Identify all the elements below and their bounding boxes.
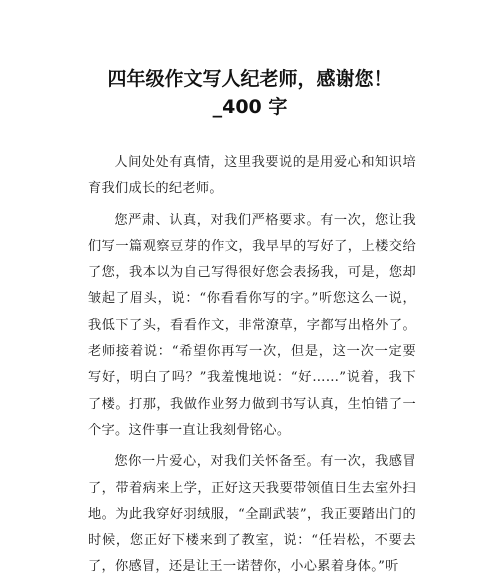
- paragraph-strict-teacher: 您严肃、认真，对我们严格要求。有一次，您让我们写一篇观察豆芽的作文，我早早的写好了，上楼交给了您，我本以为自己写得很好您会表扬我，可是，您却皱起了眉头，说：“你看看你写的字。”听您这么一说，我低下了头，看看作文，非常潦草，字都写出格外了。老师接着说：“希望你再写一次，但是，这一次一定要写好，明白了吗？”我羞愧地说：“好……”说着，我下了楼。打那，我做作业努力做到书写认真，生怕错了一个字。这件事一直让我刻骨铭心。: [88, 212, 416, 438]
- paragraph-caring-teacher: 您你一片爱心，对我们关怀备至。有一次，我感冒了，带着病来上学，正好这天我要带领值日生去室外扫地。为此我穿好羽绒服，“全副武装”，我正要踏出门的时候，您正好下楼来到了教室，说：“任岩松，不要去了，你感冒，还是让王一诺替你，小心累着身体。”听: [88, 454, 416, 575]
- document-subtitle: _400 字: [212, 96, 288, 118]
- paragraph-intro: 人间处处有真情，这里我要说的是用爱心和知识培育我们成长的纪老师。: [88, 155, 416, 197]
- document-title: 四年级作文写人纪老师，感谢您！: [107, 68, 393, 90]
- document-body: [88, 150, 416, 581]
